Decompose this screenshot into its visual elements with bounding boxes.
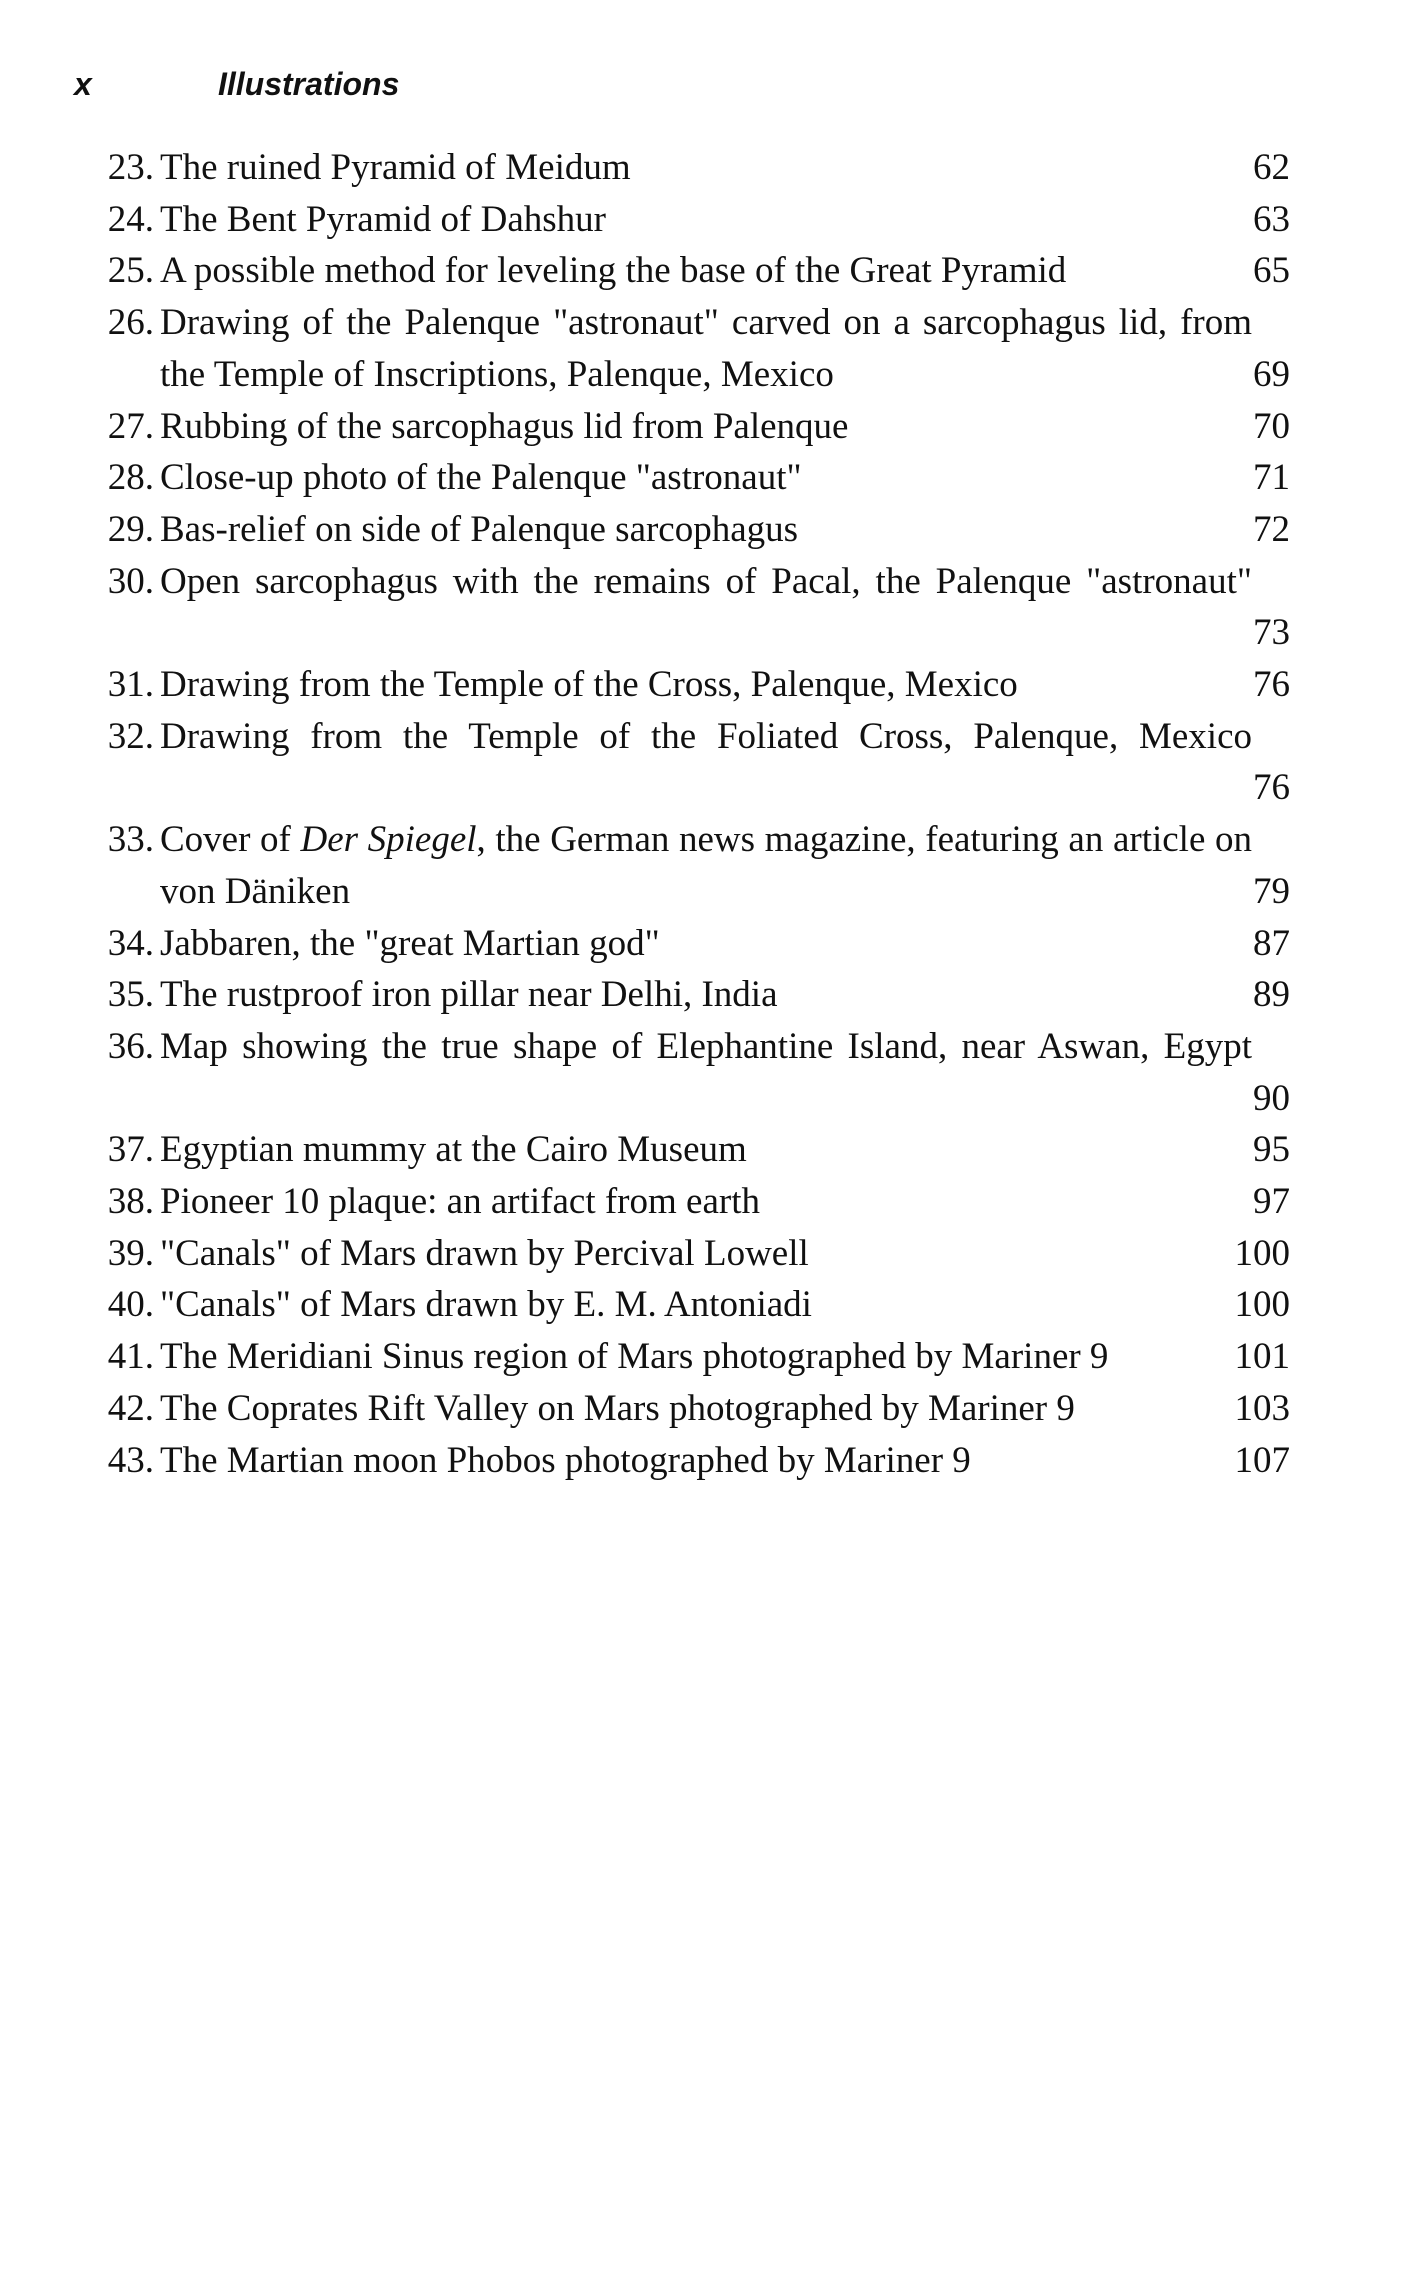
item-caption	[160, 452, 1252, 504]
item-page: 79	[1253, 870, 1290, 912]
list-item	[70, 452, 1290, 504]
item-number: 38.	[107, 1181, 154, 1223]
item-number: 41.	[107, 1336, 154, 1378]
item-page: 100	[1234, 1232, 1290, 1274]
list-item	[70, 245, 1290, 297]
list-item	[70, 1021, 1290, 1124]
item-caption	[160, 1228, 1252, 1280]
list-item	[70, 297, 1290, 400]
list-item	[70, 1279, 1290, 1331]
list-item	[70, 1435, 1290, 1487]
item-number: 40.	[107, 1284, 154, 1326]
item-caption	[160, 918, 1252, 970]
list-item	[70, 1176, 1290, 1228]
item-number: 24.	[107, 198, 154, 240]
item-number: 27.	[107, 405, 154, 447]
item-caption	[160, 969, 1252, 1021]
item-caption	[160, 245, 1252, 297]
caption-text: Bas-relief on side of Palenque sarcophagus	[160, 508, 799, 550]
caption-text: Drawing from the Temple of the Foliated Cross, Palenque, Mexico	[160, 715, 1252, 757]
item-number: 29.	[107, 508, 154, 550]
item-number: 35.	[107, 974, 154, 1016]
list-item	[70, 142, 1290, 194]
list-item	[70, 401, 1290, 453]
item-page: 76	[1253, 767, 1290, 809]
list-item	[70, 814, 1290, 917]
item-page: 103	[1234, 1387, 1290, 1429]
caption-text: Pioneer 10 plaque: an artifact from earth	[160, 1181, 760, 1223]
list-item	[70, 918, 1290, 970]
list-item	[70, 504, 1290, 556]
item-caption	[160, 711, 1252, 814]
caption-text: Map showing the true shape of Elephantine Island, near Aswan, Egypt	[160, 1025, 1252, 1067]
item-page: 100	[1234, 1284, 1290, 1326]
caption-text: The Coprates Rift Valley on Mars photographed by Mariner 9	[160, 1387, 1075, 1429]
caption-text: The Bent Pyramid of Dahshur	[160, 198, 606, 240]
item-number: 43.	[107, 1439, 154, 1481]
item-number: 30.	[107, 560, 154, 602]
list-item	[70, 1124, 1290, 1176]
caption-text: The Martian moon Phobos photographed by Mariner 9	[160, 1439, 971, 1481]
item-number: 42.	[107, 1387, 154, 1429]
caption-text: "Canals" of Mars drawn by Percival Lowell	[160, 1232, 809, 1274]
item-caption	[160, 297, 1252, 400]
item-number: 25.	[107, 250, 154, 292]
item-page: 101	[1234, 1336, 1290, 1378]
item-page: 65	[1253, 250, 1290, 292]
item-caption	[160, 504, 1252, 556]
item-caption	[160, 814, 1252, 917]
item-page: 70	[1253, 405, 1290, 447]
caption-prefix: Cover of	[160, 819, 301, 861]
caption-text: Drawing from the Temple of the Cross, Palenque, Mexico	[160, 664, 1018, 706]
caption-text: Open sarcophagus with the remains of Pacal, the Palenque "astronaut"	[160, 560, 1252, 602]
item-caption	[160, 1383, 1252, 1435]
caption-italic-title: Der Spiegel	[300, 819, 477, 861]
item-page: 89	[1253, 974, 1290, 1016]
caption-suffix: , the German news magazine, featuring an article on von Däniken	[160, 819, 1252, 912]
item-caption	[160, 1176, 1252, 1228]
section-title: Illustrations	[218, 66, 400, 102]
item-page: 69	[1253, 353, 1290, 395]
item-page: 97	[1253, 1181, 1290, 1223]
item-number: 33.	[107, 819, 154, 861]
item-caption	[160, 194, 1252, 246]
caption-text: Jabbaren, the "great Martian god"	[160, 922, 660, 964]
list-item	[70, 1228, 1290, 1280]
item-caption	[160, 1331, 1252, 1383]
item-number: 34.	[107, 922, 154, 964]
list-item	[70, 194, 1290, 246]
caption-text: The rustproof iron pillar near Delhi, India	[160, 974, 778, 1016]
caption-text: The ruined Pyramid of Meidum	[160, 147, 631, 188]
item-caption	[160, 401, 1252, 453]
item-number: 36.	[107, 1025, 154, 1067]
item-caption	[160, 1124, 1252, 1176]
item-number: 23.	[107, 147, 154, 188]
item-page: 90	[1253, 1077, 1290, 1119]
item-page: 76	[1253, 664, 1290, 706]
caption-text: Egyptian mummy at the Cairo Museum	[160, 1129, 747, 1171]
caption-text: Rubbing of the sarcophagus lid from Palenque	[160, 405, 849, 447]
item-number: 37.	[107, 1129, 154, 1171]
item-caption	[160, 659, 1252, 711]
item-page: 63	[1253, 198, 1290, 240]
item-page: 107	[1234, 1439, 1290, 1481]
item-page: 62	[1253, 147, 1290, 188]
item-page: 72	[1253, 508, 1290, 550]
item-page: 73	[1253, 612, 1290, 654]
item-page: 87	[1253, 922, 1290, 964]
illustrations-list	[70, 142, 1290, 1486]
running-head	[70, 66, 670, 106]
folio-number: x	[74, 66, 92, 102]
item-caption	[160, 1021, 1252, 1124]
item-number: 28.	[107, 457, 154, 499]
item-page: 71	[1253, 457, 1290, 499]
item-page: 95	[1253, 1129, 1290, 1171]
list-item	[70, 1331, 1290, 1383]
list-item	[70, 969, 1290, 1021]
caption-text: Drawing of the Palenque "astronaut" carved on a sarcophagus lid, from the Temple of Inscriptions, Palenque, Mexico	[160, 302, 1252, 395]
list-item	[70, 659, 1290, 711]
caption-text: "Canals" of Mars drawn by E. M. Antoniadi	[160, 1284, 812, 1326]
item-caption	[160, 1279, 1252, 1331]
item-caption	[160, 142, 1252, 194]
item-number: 32.	[107, 715, 154, 757]
caption-text: Close-up photo of the Palenque "astronaut"	[160, 457, 802, 499]
item-number: 26.	[107, 302, 154, 344]
list-item	[70, 556, 1290, 659]
caption-text: A possible method for leveling the base of the Great Pyramid	[160, 250, 1067, 292]
item-number: 31.	[107, 664, 154, 706]
item-caption	[160, 1435, 1252, 1487]
item-number: 39.	[107, 1232, 154, 1274]
item-caption	[160, 556, 1252, 659]
list-item	[70, 1383, 1290, 1435]
list-item	[70, 711, 1290, 814]
caption-text: The Meridiani Sinus region of Mars photographed by Mariner 9	[160, 1336, 1109, 1378]
